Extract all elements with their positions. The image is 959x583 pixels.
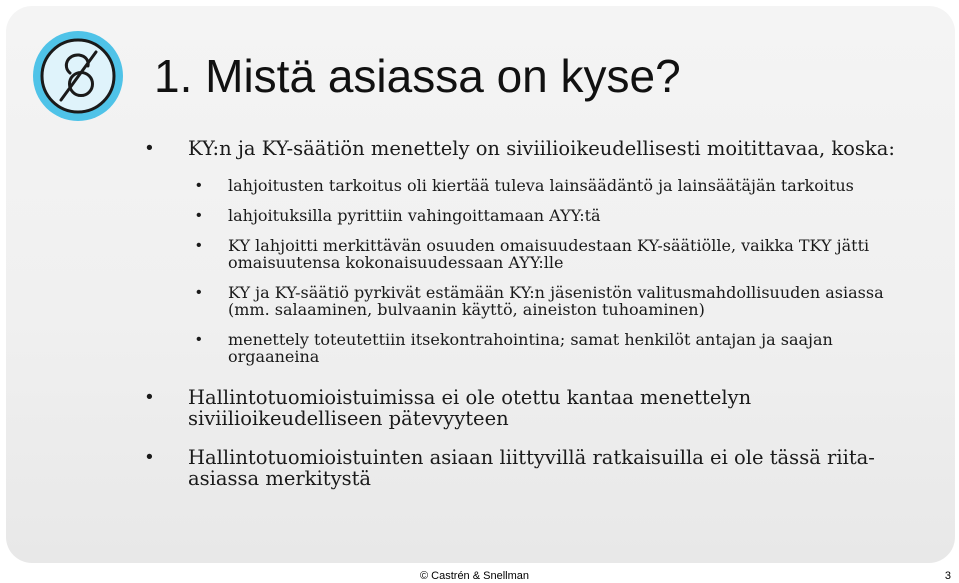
sub-bullet-item	[144, 237, 924, 271]
sub-bullet-text: KY ja KY-säätiö pyrkivät estämään KY:n jäsenistön valitusmahdollisuuden asiassa (mm. salaaminen, bulvaanin käyttö, aineiston tuhoaminen)	[228, 283, 884, 319]
bullet-item	[144, 138, 924, 159]
sub-bullet-item	[144, 207, 924, 224]
sub-bullet-list	[144, 177, 924, 365]
bullet-item	[144, 447, 924, 489]
bullet-text: KY:n ja KY-säätiön menettely on siviilioikeudellisesti moitittavaa, koska:	[188, 137, 895, 160]
slide-title: 1. Mistä asiassa on kyse?	[154, 50, 681, 102]
slide-content	[144, 138, 924, 507]
sub-bullet-text: KY lahjoitti merkittävän osuuden omaisuudestaan KY-säätiölle, vaikka TKY jätti omaisuutensa kokonaisuudessaan AYY:lle	[228, 236, 870, 272]
sub-bullet-item	[144, 177, 924, 194]
castren-snellman-logo-icon	[32, 30, 124, 122]
sub-bullet-text: lahjoitusten tarkoitus oli kiertää tuleva lainsäädäntö ja lainsäätäjän tarkoitus	[228, 176, 854, 195]
page-number: 3	[944, 570, 951, 582]
sub-bullet-text: menettely toteutettiin itsekontrahointina; samat henkilöt antajan ja saajan orgaaneina	[228, 330, 833, 366]
sub-bullet-item	[144, 331, 924, 365]
bullet-item	[144, 387, 924, 429]
sub-bullet-item	[144, 284, 924, 318]
footer-copyright: © Castrén & Snellman	[420, 570, 529, 582]
bullet-text: Hallintotuomioistuimissa ei ole otettu kantaa menettelyn siviilioikeudelliseen pätevyyteen	[188, 386, 752, 430]
bullet-text: Hallintotuomioistuinten asiaan liittyvillä ratkaisuilla ei ole tässä riita-asiassa merkitystä	[188, 446, 875, 490]
slide	[6, 6, 955, 563]
sub-bullet-text: lahjoituksilla pyrittiin vahingoittamaan AYY:tä	[228, 206, 601, 225]
